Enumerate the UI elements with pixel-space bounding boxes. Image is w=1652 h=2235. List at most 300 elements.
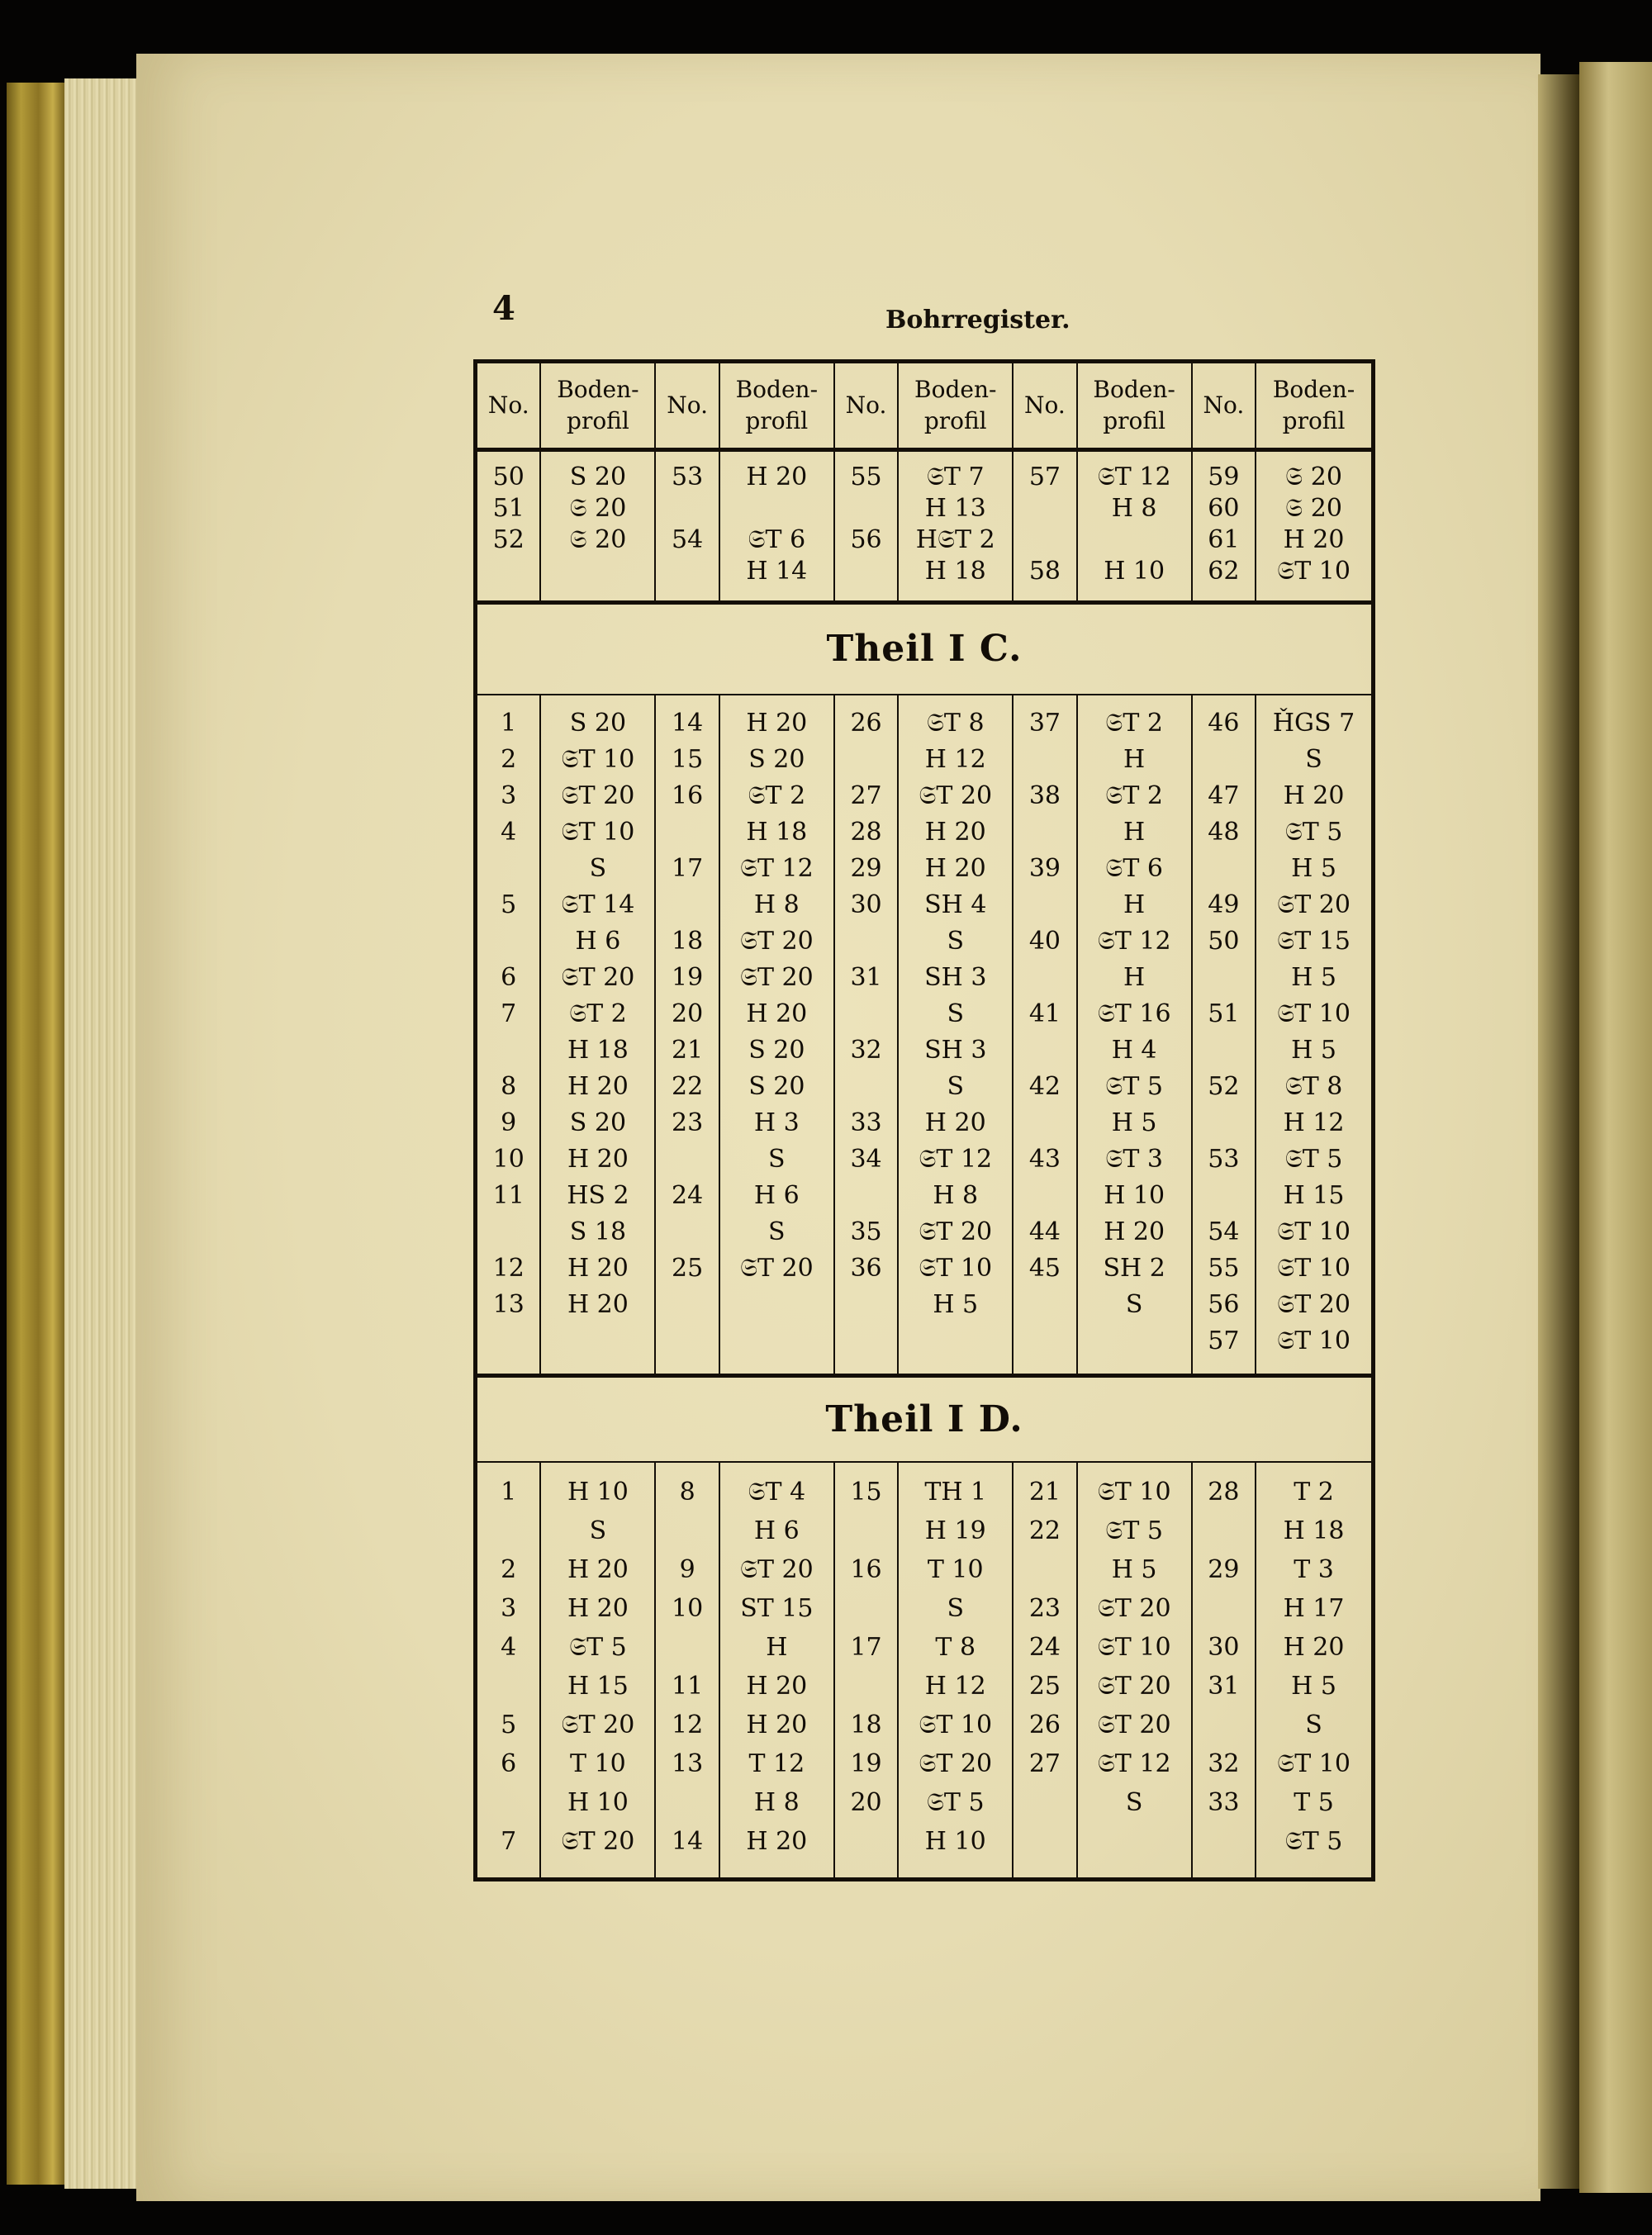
bore-number: 23 xyxy=(672,1108,704,1138)
bore-number: 30 xyxy=(850,890,882,920)
bore-number: 55 xyxy=(1208,1254,1240,1284)
soil-profile-entry: H 10 xyxy=(924,1826,986,1856)
soil-profile-entry: 𝔖T 20 xyxy=(1097,1710,1171,1739)
soil-profile-entry: H 20 xyxy=(924,854,986,884)
soil-profile-entry: H 20 xyxy=(924,818,986,847)
soil-profile-entry: 𝔖T 6 xyxy=(748,525,806,555)
bore-number: 41 xyxy=(1028,999,1061,1029)
soil-profile-entry: 𝔖T 12 xyxy=(1097,463,1171,492)
soil-profile-entry: 𝔖T 5 xyxy=(1105,1072,1163,1102)
bore-number: 51 xyxy=(492,494,525,524)
soil-profile-entry: H xyxy=(1123,963,1146,993)
bore-number: 54 xyxy=(1208,1217,1240,1247)
bore-number: 5 xyxy=(501,890,517,920)
soil-profile-entry: S 20 xyxy=(569,463,627,492)
bore-number: 7 xyxy=(501,999,517,1029)
soil-profile-entry: H 3 xyxy=(753,1108,800,1138)
header-bodenprofil: Boden- profil xyxy=(1078,363,1193,448)
bore-number xyxy=(1193,1589,1255,1628)
header-bodenprofil: Boden- profil xyxy=(720,363,835,448)
bore-number xyxy=(1193,1511,1255,1550)
bore-number: 56 xyxy=(1208,1290,1240,1320)
bore-number: 8 xyxy=(501,1072,517,1102)
bore-number: 32 xyxy=(1208,1749,1240,1778)
soil-profile-entry: S xyxy=(589,854,607,884)
soil-profile-entry: H 20 xyxy=(1283,1632,1345,1662)
soil-profile-entry: 𝔖T 12 xyxy=(1097,1749,1171,1778)
soil-profile-entry: 𝔖T 10 xyxy=(561,818,635,847)
soil-profile-entry: S 20 xyxy=(748,745,805,775)
bore-number xyxy=(656,556,718,587)
soil-profile-entry xyxy=(720,493,833,524)
bore-number: 28 xyxy=(1208,1477,1240,1507)
bore-number: 27 xyxy=(1028,1749,1061,1778)
soil-profile-entry: H 10 xyxy=(1104,1181,1165,1211)
soil-profile-entry: H 18 xyxy=(567,1036,629,1065)
bore-number xyxy=(477,923,539,960)
soil-profile-entry: H 20 xyxy=(567,1254,629,1284)
bore-number xyxy=(656,1783,718,1822)
bore-number xyxy=(656,493,718,524)
soil-profile-entry: 𝔖T 3 xyxy=(1105,1145,1163,1174)
soil-profile-entry: S 20 xyxy=(569,1108,627,1138)
bore-number xyxy=(477,1511,539,1550)
bore-number xyxy=(1014,1105,1075,1141)
running-title: Bohrregister. xyxy=(885,306,1070,335)
column-no xyxy=(835,695,899,1374)
soil-profile-entry: 𝔖T 4 xyxy=(748,1477,806,1507)
bore-number xyxy=(835,1287,897,1323)
bore-number: 5 xyxy=(501,1710,517,1739)
bore-number: 11 xyxy=(672,1671,704,1701)
soil-profile-entry: 𝔖T 5 xyxy=(1284,1826,1343,1856)
soil-profile-entry: H 15 xyxy=(1283,1181,1345,1211)
soil-profile-entry: 𝔖T 6 xyxy=(1105,854,1163,884)
bore-number: 48 xyxy=(1208,818,1240,847)
bore-number: 22 xyxy=(672,1072,704,1102)
column-no xyxy=(656,452,719,600)
column-bodenprofil xyxy=(1078,1463,1193,1877)
column-bodenprofil xyxy=(541,452,656,600)
soil-profile-entry: H𝔖T 2 xyxy=(915,525,995,555)
bore-number xyxy=(656,1141,718,1178)
soil-profile-entry: 𝔖T 20 xyxy=(1097,1593,1171,1623)
header-bodenprofil: Boden- profil xyxy=(541,363,656,448)
soil-profile-entry: H 18 xyxy=(746,818,808,847)
column-no xyxy=(1014,695,1077,1374)
soil-profile-entry: H 5 xyxy=(1111,1108,1157,1138)
soil-profile-entry: 𝔖T 7 xyxy=(926,463,985,492)
soil-profile-entry: 𝔖T 2 xyxy=(569,999,627,1029)
bore-number xyxy=(1193,851,1255,887)
soil-profile-entry: H 12 xyxy=(924,1671,986,1701)
soil-profile-entry: 𝔖T 10 xyxy=(1277,1749,1351,1778)
bore-number: 17 xyxy=(672,854,704,884)
bore-number: 53 xyxy=(672,463,704,492)
soil-profile-entry: 𝔖T 20 xyxy=(561,1826,635,1856)
column-no xyxy=(835,1463,899,1877)
soil-profile-entry: H 20 xyxy=(924,1108,986,1138)
soil-profile-entry: 𝔖 20 xyxy=(569,525,627,555)
soil-profile-entry: H 20 xyxy=(567,1145,629,1174)
bore-number: 57 xyxy=(1208,1326,1240,1356)
soil-profile-entry: ST 15 xyxy=(740,1593,814,1623)
soil-profile-entry: TH 1 xyxy=(924,1477,987,1507)
soil-profile-entry: H 8 xyxy=(753,1787,800,1817)
section-heading-theil-ic: Theil I C. xyxy=(477,600,1371,695)
bore-number xyxy=(477,1783,539,1822)
facing-page-edge xyxy=(1579,62,1652,2193)
soil-profile-entry: H 10 xyxy=(567,1787,629,1817)
soil-profile-entry: 𝔖T 10 xyxy=(1277,557,1351,586)
soil-profile-entry: SH 3 xyxy=(924,1036,987,1065)
header-no: No. xyxy=(1014,363,1077,448)
soil-profile-entry: T 12 xyxy=(748,1749,805,1778)
bore-number: 29 xyxy=(850,854,882,884)
soil-profile-entry: S xyxy=(947,999,965,1029)
soil-profile-entry: H 5 xyxy=(1111,1554,1157,1584)
soil-profile-entry: 𝔖T 5 xyxy=(569,1632,627,1662)
bore-number xyxy=(1014,742,1075,778)
bore-number: 18 xyxy=(672,927,704,956)
header-bodenprofil: Boden- profil xyxy=(1272,375,1355,434)
soil-profile-entry: T 8 xyxy=(935,1632,976,1662)
column-no xyxy=(1193,695,1256,1374)
column-bodenprofil xyxy=(1256,452,1371,600)
column-bodenprofil xyxy=(899,452,1014,600)
soil-profile-entry: H xyxy=(1123,745,1146,775)
soil-profile-entry: H 20 xyxy=(567,1072,629,1102)
bore-number: 50 xyxy=(492,463,525,492)
bore-number: 37 xyxy=(1028,709,1061,738)
soil-profile-entry: 𝔖T 12 xyxy=(919,1145,993,1174)
bore-number: 20 xyxy=(850,1787,882,1817)
soil-profile-entry: 𝔖T 2 xyxy=(748,781,806,811)
soil-profile-entry: H 6 xyxy=(753,1516,800,1545)
soil-profile-entry: H 6 xyxy=(575,927,621,956)
soil-profile-entry: T 3 xyxy=(1294,1554,1334,1584)
soil-profile-entry: S 20 xyxy=(569,709,627,738)
bore-number xyxy=(1193,1706,1255,1744)
bore-number xyxy=(477,1667,539,1706)
soil-profile-entry: 𝔖 20 xyxy=(1285,494,1342,524)
soil-profile-entry: H 8 xyxy=(1111,494,1157,524)
bore-number: 4 xyxy=(501,818,517,847)
bore-number: 34 xyxy=(850,1145,882,1174)
soil-profile-entry: H 17 xyxy=(1283,1593,1345,1623)
soil-profile-entry: S xyxy=(589,1516,607,1545)
soil-profile-entry: H 18 xyxy=(924,557,986,586)
soil-profile-entry: H 20 xyxy=(746,999,808,1029)
bore-number: 26 xyxy=(850,709,882,738)
bore-number: 3 xyxy=(501,781,517,811)
column-bodenprofil xyxy=(720,1463,835,1877)
bore-number: 11 xyxy=(492,1181,525,1211)
bore-number xyxy=(656,1511,718,1550)
soil-profile-entry: 𝔖T 14 xyxy=(561,890,635,920)
column-bodenprofil xyxy=(1078,452,1193,600)
bore-number xyxy=(1014,814,1075,851)
bore-number: 8 xyxy=(679,1477,695,1507)
page-number: 4 xyxy=(492,289,515,328)
bore-number: 61 xyxy=(1208,525,1240,555)
bore-number xyxy=(1014,524,1075,556)
bore-number: 12 xyxy=(492,1254,525,1284)
header-no: No. xyxy=(656,363,719,448)
bore-number xyxy=(1193,1178,1255,1214)
soil-profile-entry: H 5 xyxy=(1291,963,1336,993)
soil-profile-entry: 𝔖T 5 xyxy=(926,1787,985,1817)
bore-number xyxy=(835,742,897,778)
bore-number xyxy=(835,1178,897,1214)
bore-number: 21 xyxy=(672,1036,704,1065)
page-stack xyxy=(64,78,140,2189)
bore-number xyxy=(656,1628,718,1667)
book-gutter xyxy=(1538,74,1579,2189)
soil-profile-entry: 𝔖T 2 xyxy=(1105,709,1163,738)
soil-profile-entry: S xyxy=(947,1072,965,1102)
soil-profile-entry: H 20 xyxy=(1283,525,1345,555)
bore-number: 24 xyxy=(1028,1632,1061,1662)
soil-profile-entry: 𝔖T 12 xyxy=(739,854,814,884)
block-theil-ic xyxy=(477,695,1371,1374)
bore-number: 10 xyxy=(672,1593,704,1623)
soil-profile-entry: 𝔖T 20 xyxy=(919,781,993,811)
bore-number: 59 xyxy=(1208,463,1240,492)
soil-profile-entry: H 5 xyxy=(1291,854,1336,884)
soil-profile-entry: H 20 xyxy=(567,1290,629,1320)
bore-number: 42 xyxy=(1028,1072,1061,1102)
header-no: No. xyxy=(1193,363,1256,448)
soil-profile-entry: 𝔖T 20 xyxy=(1097,1671,1171,1701)
soil-profile-entry: 𝔖T 20 xyxy=(739,927,814,956)
bore-number xyxy=(477,1214,539,1250)
section-heading-theil-id: Theil I D. xyxy=(477,1374,1371,1463)
block-theil-id xyxy=(477,1463,1371,1877)
bore-number: 4 xyxy=(501,1632,517,1662)
column-no xyxy=(477,452,541,600)
bore-number: 30 xyxy=(1208,1632,1240,1662)
block-continued xyxy=(477,452,1371,600)
soil-profile-entry: H 5 xyxy=(1291,1036,1336,1065)
soil-profile-entry: S xyxy=(1125,1290,1143,1320)
column-no xyxy=(656,695,719,1374)
bore-number: 43 xyxy=(1028,1145,1061,1174)
bohrregister-table xyxy=(473,359,1375,1881)
soil-profile-entry: 𝔖T 5 xyxy=(1105,1516,1163,1545)
soil-profile-entry: 𝔖T 10 xyxy=(919,1254,993,1284)
bore-number: 27 xyxy=(850,781,882,811)
soil-profile-entry: S 18 xyxy=(569,1217,627,1247)
bore-number xyxy=(835,1511,897,1550)
soil-profile-entry: H 20 xyxy=(567,1593,629,1623)
soil-profile-entry: S xyxy=(1305,1710,1322,1739)
bore-number: 62 xyxy=(1208,557,1240,586)
soil-profile-entry: T 10 xyxy=(570,1749,626,1778)
column-no xyxy=(1014,1463,1077,1877)
soil-profile-entry: H 4 xyxy=(1111,1036,1157,1065)
soil-profile-entry: SH 3 xyxy=(924,963,987,993)
bore-number xyxy=(656,1214,718,1250)
bore-number: 53 xyxy=(1208,1145,1240,1174)
bore-number xyxy=(656,814,718,851)
bore-number: 1 xyxy=(501,1477,517,1507)
bore-number: 36 xyxy=(850,1254,882,1284)
soil-profile-entry: 𝔖T 10 xyxy=(561,745,635,775)
bore-number: 49 xyxy=(1208,890,1240,920)
soil-profile-entry: H 10 xyxy=(567,1477,629,1507)
bore-number xyxy=(835,493,897,524)
book-edge-left xyxy=(7,83,64,2185)
column-no xyxy=(656,1463,719,1877)
bore-number: 2 xyxy=(501,1554,517,1584)
bore-number: 44 xyxy=(1028,1217,1061,1247)
bore-number: 13 xyxy=(492,1290,525,1320)
soil-profile-entry: H 20 xyxy=(746,709,808,738)
soil-profile-entry: H 14 xyxy=(746,557,808,586)
soil-profile-entry: H 18 xyxy=(1283,1516,1345,1545)
bore-number: 57 xyxy=(1028,463,1061,492)
bore-number: 14 xyxy=(672,1826,704,1856)
bore-number: 9 xyxy=(679,1554,695,1584)
soil-profile-entry: H 20 xyxy=(1104,1217,1165,1247)
bore-number: 24 xyxy=(672,1181,704,1211)
soil-profile-entry: 𝔖T 5 xyxy=(1284,818,1343,847)
table-header xyxy=(477,363,1371,452)
soil-profile-entry: H xyxy=(1123,818,1146,847)
column-no xyxy=(477,695,541,1374)
column-no xyxy=(1193,1463,1256,1877)
bore-number: 1 xyxy=(501,709,517,738)
bore-number xyxy=(1193,742,1255,778)
soil-profile-entry: H xyxy=(766,1632,788,1662)
bore-number xyxy=(1193,1822,1255,1861)
bore-number: 58 xyxy=(1028,557,1061,586)
bore-number: 10 xyxy=(492,1145,525,1174)
soil-profile-entry: S xyxy=(768,1145,786,1174)
soil-profile-entry: H 15 xyxy=(567,1671,629,1701)
bore-number xyxy=(477,851,539,887)
bore-number: 14 xyxy=(672,709,704,738)
bore-number xyxy=(835,1667,897,1706)
soil-profile-entry: 𝔖T 10 xyxy=(919,1710,993,1739)
column-no xyxy=(477,1463,541,1877)
bore-number: 17 xyxy=(850,1632,882,1662)
soil-profile-entry: H 20 xyxy=(746,1671,808,1701)
soil-profile-entry: 𝔖T 12 xyxy=(1097,927,1171,956)
bore-number: 45 xyxy=(1028,1254,1061,1284)
soil-profile-entry: H 12 xyxy=(924,745,986,775)
soil-profile-entry: 𝔖T 20 xyxy=(739,1554,814,1584)
bore-number: 31 xyxy=(1208,1671,1240,1701)
soil-profile-entry: H 13 xyxy=(924,494,986,524)
soil-profile-entry: T 5 xyxy=(1294,1787,1334,1817)
soil-profile-entry: S xyxy=(1125,1787,1143,1817)
bore-number xyxy=(1193,960,1255,996)
bore-number: 38 xyxy=(1028,781,1061,811)
bore-number: 19 xyxy=(850,1749,882,1778)
bore-number: 12 xyxy=(672,1710,704,1739)
soil-profile-entry: 𝔖T 2 xyxy=(1105,781,1163,811)
column-bodenprofil xyxy=(1256,1463,1371,1877)
column-bodenprofil xyxy=(899,1463,1014,1877)
bore-number xyxy=(1014,1032,1075,1069)
soil-profile-entry: S 20 xyxy=(748,1036,805,1065)
header-bodenprofil: Boden- profil xyxy=(899,363,1014,448)
bore-number: 16 xyxy=(672,781,704,811)
soil-profile-entry xyxy=(1078,524,1191,556)
soil-profile-entry: H 20 xyxy=(567,1554,629,1584)
bore-number: 6 xyxy=(501,963,517,993)
soil-profile-entry: 𝔖T 20 xyxy=(739,963,814,993)
soil-profile-entry: 𝔖T 20 xyxy=(1277,1290,1351,1320)
soil-profile-entry: 𝔖T 5 xyxy=(1284,1145,1343,1174)
soil-profile-entry: ȞGS 7 xyxy=(1272,709,1355,738)
soil-profile-entry: 𝔖T 10 xyxy=(1277,1254,1351,1284)
bore-number xyxy=(1014,493,1075,524)
bore-number: 25 xyxy=(1028,1671,1061,1701)
bore-number: 15 xyxy=(672,745,704,775)
column-bodenprofil xyxy=(720,695,835,1374)
soil-profile-entry: H 20 xyxy=(746,463,808,492)
soil-profile-entry: 𝔖T 20 xyxy=(561,963,635,993)
soil-profile-entry: SH 2 xyxy=(1103,1254,1165,1284)
bore-number: 23 xyxy=(1028,1593,1061,1623)
bore-number: 28 xyxy=(850,818,882,847)
soil-profile-entry: H 12 xyxy=(1283,1108,1345,1138)
bore-number xyxy=(835,1069,897,1105)
bore-number xyxy=(477,1032,539,1069)
soil-profile-entry: 𝔖T 20 xyxy=(919,1749,993,1778)
soil-profile-entry: 𝔖T 16 xyxy=(1097,999,1171,1029)
soil-profile-entry: H 20 xyxy=(746,1826,808,1856)
soil-profile-entry: H 5 xyxy=(933,1290,979,1320)
soil-profile-entry: 𝔖T 8 xyxy=(926,709,985,738)
bore-number xyxy=(1193,1032,1255,1069)
bore-number: 54 xyxy=(672,525,704,555)
bore-number: 26 xyxy=(1028,1710,1061,1739)
bore-number: 25 xyxy=(672,1254,704,1284)
bore-number xyxy=(835,996,897,1032)
bore-number: 32 xyxy=(850,1036,882,1065)
column-no xyxy=(1193,452,1256,600)
bore-number: 50 xyxy=(1208,927,1240,956)
column-bodenprofil xyxy=(1256,695,1371,1374)
soil-profile-entry: 𝔖T 10 xyxy=(1277,1326,1351,1356)
column-bodenprofil xyxy=(720,452,835,600)
bore-number xyxy=(1014,1550,1075,1589)
soil-profile-entry: S xyxy=(768,1217,786,1247)
bore-number: 51 xyxy=(1208,999,1240,1029)
bore-number: 55 xyxy=(850,463,882,492)
bore-number xyxy=(1193,1105,1255,1141)
soil-profile-entry: 𝔖T 10 xyxy=(1097,1632,1171,1662)
bore-number: 13 xyxy=(672,1749,704,1778)
bore-number xyxy=(835,923,897,960)
soil-profile-entry: 𝔖T 20 xyxy=(919,1217,993,1247)
soil-profile-entry: 𝔖T 20 xyxy=(561,781,635,811)
bore-number: 7 xyxy=(501,1826,517,1856)
soil-profile-entry: HS 2 xyxy=(567,1181,629,1211)
soil-profile-entry: 𝔖T 15 xyxy=(1277,927,1351,956)
bore-number: 56 xyxy=(850,525,882,555)
soil-profile-entry: 𝔖 20 xyxy=(1285,463,1342,492)
bore-number xyxy=(1014,1287,1075,1323)
soil-profile-entry: H 6 xyxy=(753,1181,800,1211)
soil-profile-entry: H 5 xyxy=(1291,1671,1336,1701)
soil-profile-entry: 𝔖T 20 xyxy=(739,1254,814,1284)
bore-number xyxy=(835,1822,897,1861)
